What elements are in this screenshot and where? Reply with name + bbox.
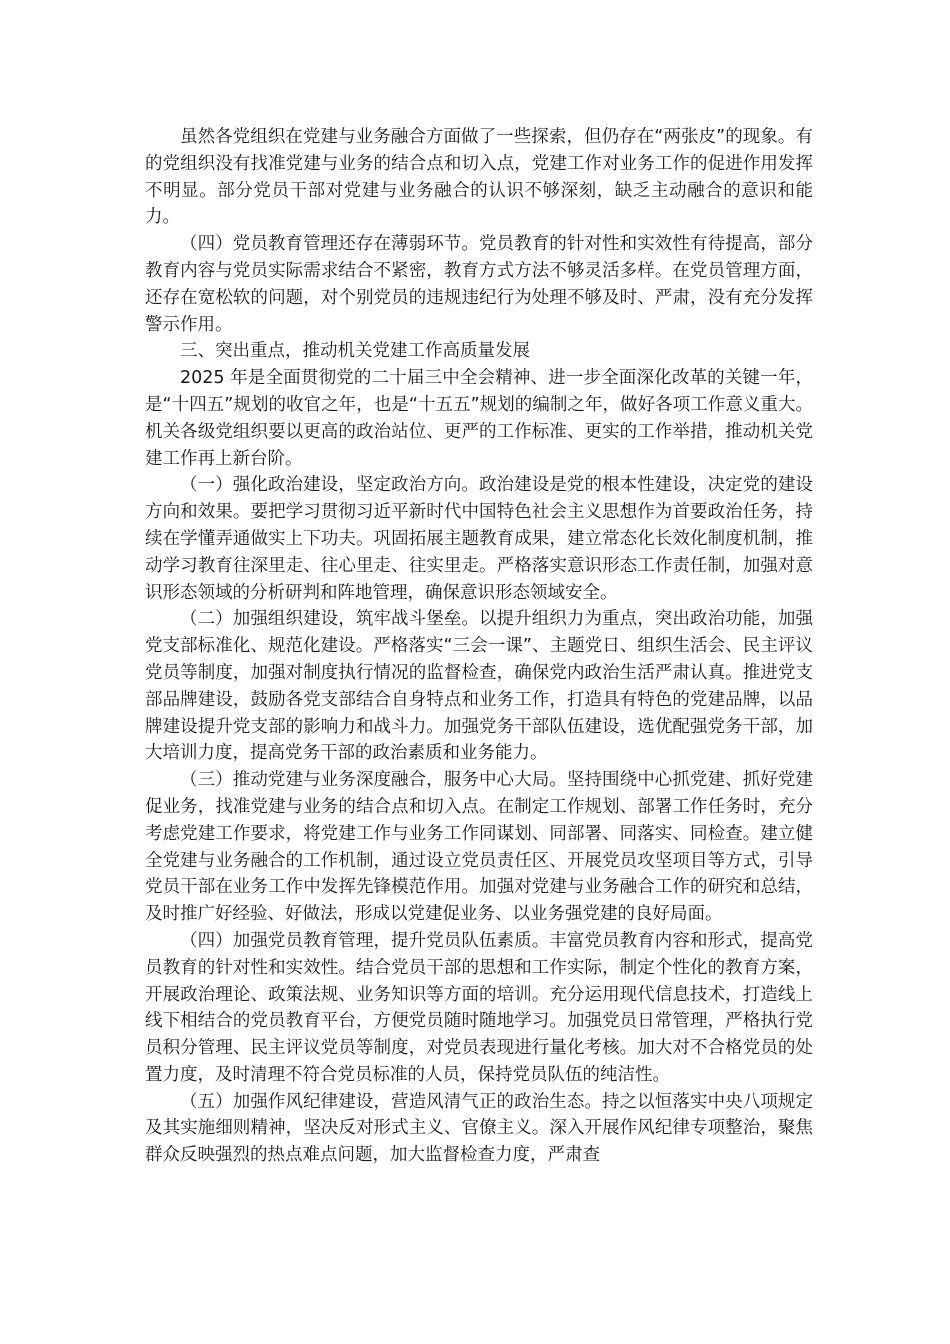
paragraph-style-discipline: （五）加强作风纪律建设，营造风清气正的政治生态。持之以恒落实中央八项规定及其实施细则精神，坚决反对形式主义、官僚主义。深入开展作风纪律专项整治，聚焦群众反映强烈的热点难点问题，加大监督检查力度，严肃查 (145, 1091, 813, 1166)
paragraph-two-skins-issue: 虽然各党组织在党建与业务融合方面做了一些探索，但仍存在“两张皮”的现象。有的党组织没有找准党建与业务的结合点和切入点，党建工作对业务工作的促进作用发挥不明显。部分党员干部对党建与业务融合的认识不够深刻，缺乏主动融合的意识和能力。 (145, 127, 813, 228)
document-body (145, 124, 813, 1169)
paragraph-member-education-management: （四）加强党员教育管理，提升党员队伍素质。丰富党员教育内容和形式，提高党员教育的针对性和实效性。结合党员干部的思想和工作实际，制定个性化的教育方案，开展政治理论、政策法规、业务知识等方面的培训。充分运用现代信息技术，打造线上线下相结合的党员教育平台，方便党员随时随地学习。加强党员日常管理，严格执行党员积分管理、民主评议党员等制度，对党员表现进行量化考核。加大对不合格党员的处置力度，及时清理不符合党员标准的人员，保持党员队伍的纯洁性。 (145, 930, 813, 1085)
paragraph-party-business-integration: （三）推动党建与业务深度融合，服务中心大局。坚持围绕中心抓党建、抓好党建促业务，找准党建与业务的结合点和切入点。在制定工作规划、部署工作任务时，充分考虑党建工作要求，将党建工作与业务工作同谋划、同部署、同落实、同检查。建立健全党建与业务融合的工作机制，通过设立党员责任区、开展党员攻坚项目等方式，引导党员干部在业务工作中发挥先锋模范作用。加强对党建与业务融合工作的研究和总结，及时推广好经验、好做法，形成以党建促业务、以业务强党建的良好局面。 (145, 770, 813, 925)
paragraph-political-building: （一）强化政治建设，坚定政治方向。政治建设是党的根本性建设，决定党的建设方向和效果。要把学习贯彻习近平新时代中国特色社会主义思想作为首要政治任务，持续在学懂弄通做实上下功夫。巩固拓展主题教育成果，建立常态化长效化制度机制，推动学习教育往深里走、往心里走、往实里走。严格落实意识形态工作责任制，加强对意识形态领域的分析研判和阵地管理，确保意识形态领域安全。 (145, 475, 813, 603)
paragraph-2025-overview: 2025 年是全面贯彻党的二十届三中全会精神、进一步全面深化改革的关键一年，是“十四五”规划的收官之年，也是“十五五”规划的编制之年，做好各项工作意义重大。机关各级党组织要以更高的政治站位、更严的工作标准、更实的工作举措，推动机关党建工作再上新台阶。 (145, 368, 813, 469)
section-heading-three: 三、突出重点，推动机关党建工作高质量发展 (180, 341, 530, 362)
paragraph-organization-building: （二）加强组织建设，筑牢战斗堡垒。以提升组织力为重点，突出政治功能，加强党支部标准化、规范化建设。严格落实“三会一课”、主题党日、组织生活会、民主评议党员等制度，加强对制度执行情况的监督检查，确保党内政治生活严肃认真。推进党支部品牌建设，鼓励各党支部结合自身特点和业务工作，打造具有特色的党建品牌，以品牌建设提升党支部的影响力和战斗力。加强党务干部队伍建设，选优配强党务干部，加大培训力度，提高党务干部的政治素质和业务能力。 (145, 609, 813, 764)
paragraph-party-member-education-weakness: （四）党员教育管理还存在薄弱环节。党员教育的针对性和实效性有待提高，部分教育内容与党员实际需求结合不紧密，教育方式方法不够灵活多样。在党员管理方面，还存在宽松软的问题，对个别党员的违规违纪行为处理不够及时、严肃，没有充分发挥警示作用。 (145, 234, 813, 335)
